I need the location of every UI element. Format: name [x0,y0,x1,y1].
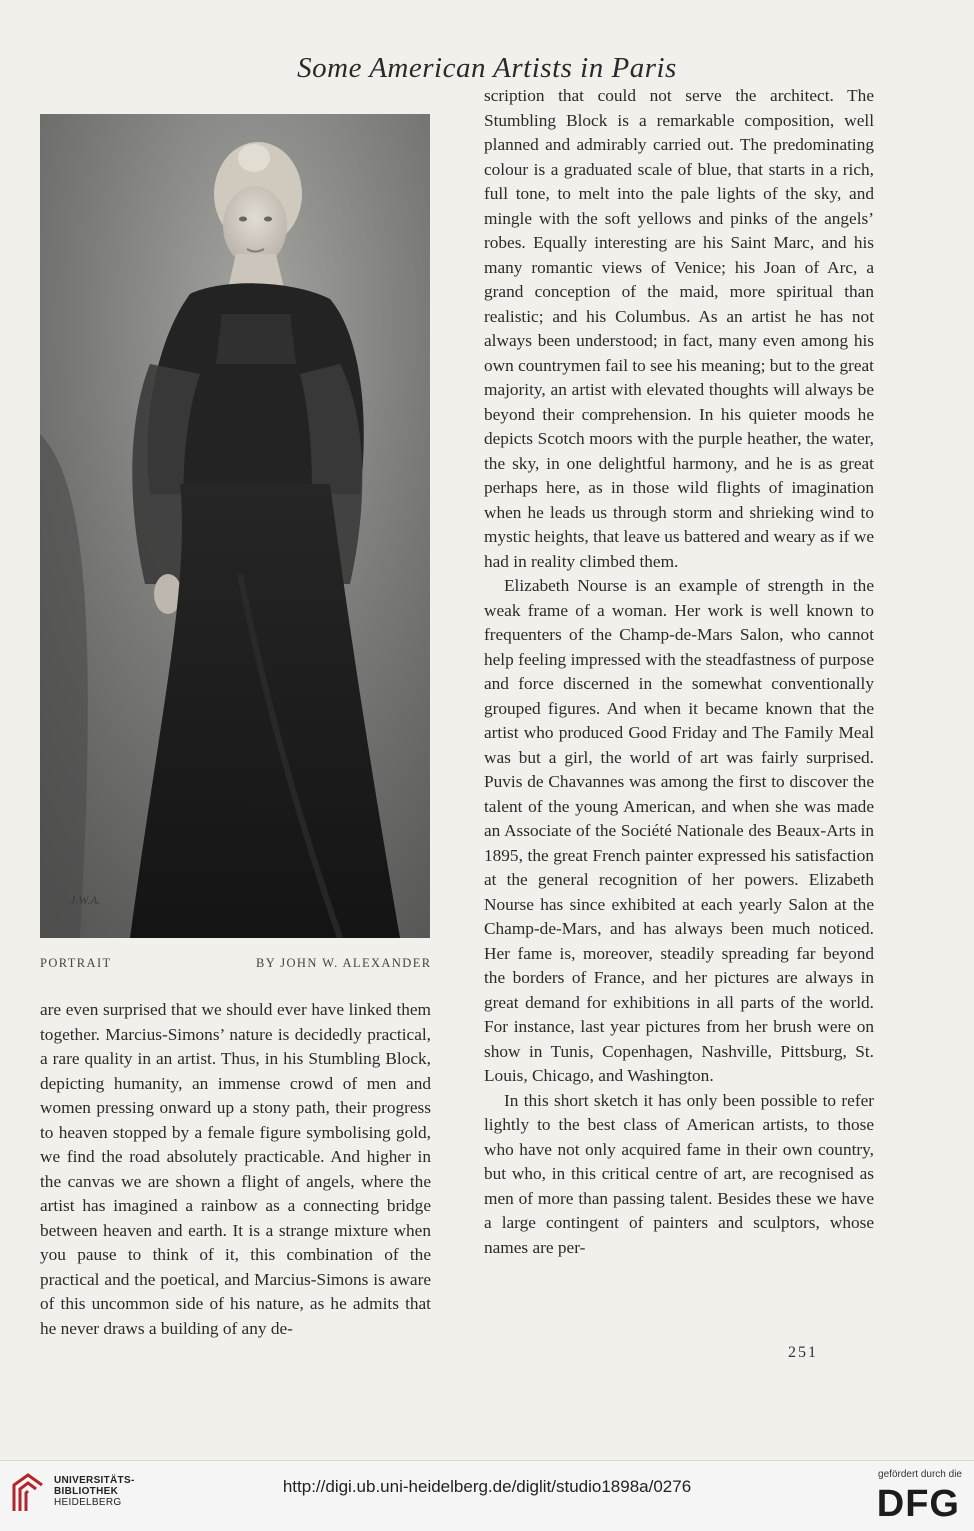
library-line: HEIDELBERG [54,1497,122,1508]
svg-text:J.W.A.: J.W.A. [70,893,101,907]
library-line: BIBLIOTHEK [54,1486,119,1497]
plate-caption-credit: BY JOHN W. ALEXANDER [256,956,432,970]
dfg-logo: DFG [876,1483,960,1525]
right-text-column [484,84,874,1260]
paragraph: In this short sketch it has only been possible to refer lightly to the best class of American artists, to those who have not only acquired fame in their own country, but who, in this critical centre of art, are recognised as men of more than passing talent. Besides these we have a large contingent of painters and sculptors, whose names are per- [484,1090,874,1257]
funded-by-label: gefördert durch die [878,1469,962,1480]
portrait-plate [40,114,430,938]
portrait-image [40,114,430,938]
plate-caption-title: PORTRAIT [40,956,112,970]
paragraph: Elizabeth Nourse is an example of strength in the weak frame of a woman. Her work is well known to frequenters of the Champ-de-Mars Salon, who cannot help feeling impressed with the steadfastness of purpose and force discerned in the somewhat conventionally grouped figures. And when it became known that the artist who produced Good Friday and The Family Meal was but a girl, the world of art was fairly surprised. Puvis de Chavannes was among the first to discover the talent of the young American, and when she was made an Associate of the Société Nationale des Beaux-Arts in 1895, the great French painter expressed his satisfaction at the general recognition of her powers. Elizabeth Nourse has since exhibited at each yearly Salon at the Champ-de-Mars, and has always been much noticed. Her fame is, moreover, steadily spreading far beyond the borders of France, and her pictures are always in great demand for exhibitions in all parts of the world. For instance, last year pictures from her brush were on show in Tunis, Copenhagen, Nashville, Pittsburg, St. Louis, Chicago, and Washington. [484,576,874,1085]
page-number: 251 [788,1344,818,1361]
paragraph: scription that could not serve the architect. The Stumbling Block is a remarkable composition, well planned and admirably carried out. The predominating colour is a graduated scale of blue, that starts in a rich, full tone, to melt into the pale lights of the sky, and mingle with the soft yellows and pinks of the angels’ robes. Equally interesting are his Saint Marc, and his many romantic views of Venice; his Joan of Arc, a grand conception of the maid, more spiritual than realistic; and his Columbus. As an artist he has not always been understood; in fact, many even among his own countrymen fail to see his meaning; but to the great majority, an artist with elevated thoughts will always be beyond their comprehension. In his quieter moods he depicts Scotch moors with the purple heather, the water, the sky, in one delightful harmony, and he is as great perhaps here, as in those wild flights of imagination when he leads us through storm and shrieking wind to mystic heights, that leave us battered and weary as if we had in reality climbed them. [484,86,874,571]
paragraph: are even surprised that we should ever have linked them together. Marcius-Simons’ nature is decidedly practical, a rare quality in an artist. Thus, in his Stumbling Block, depicting humanity, an immense crowd of men and women pressing onward up a stony path, their progress to heaven stopped by a female figure symbolising gold, we find the road absolutely practicable. And higher in the canvas we are shown a flight of angels, where the artist has imagined a rainbow as a connecting bridge between heaven and earth. It is a strange mixture when you pause to think of it, this combination of the practical and the poetical, and Marcius-Simons is aware of this uncommon side of his nature, as he admits that he never draws a building of any de- [40,1000,431,1338]
left-text-column [40,998,431,1341]
permalink-url[interactable]: http://digi.ub.uni-heidelberg.de/diglit/studio1898a/0276 [282,1477,692,1496]
viewer-footer [0,1460,974,1531]
running-head: Some American Artists in Paris [297,52,677,84]
library-line: UNIVERSITÄTS- [54,1475,135,1486]
